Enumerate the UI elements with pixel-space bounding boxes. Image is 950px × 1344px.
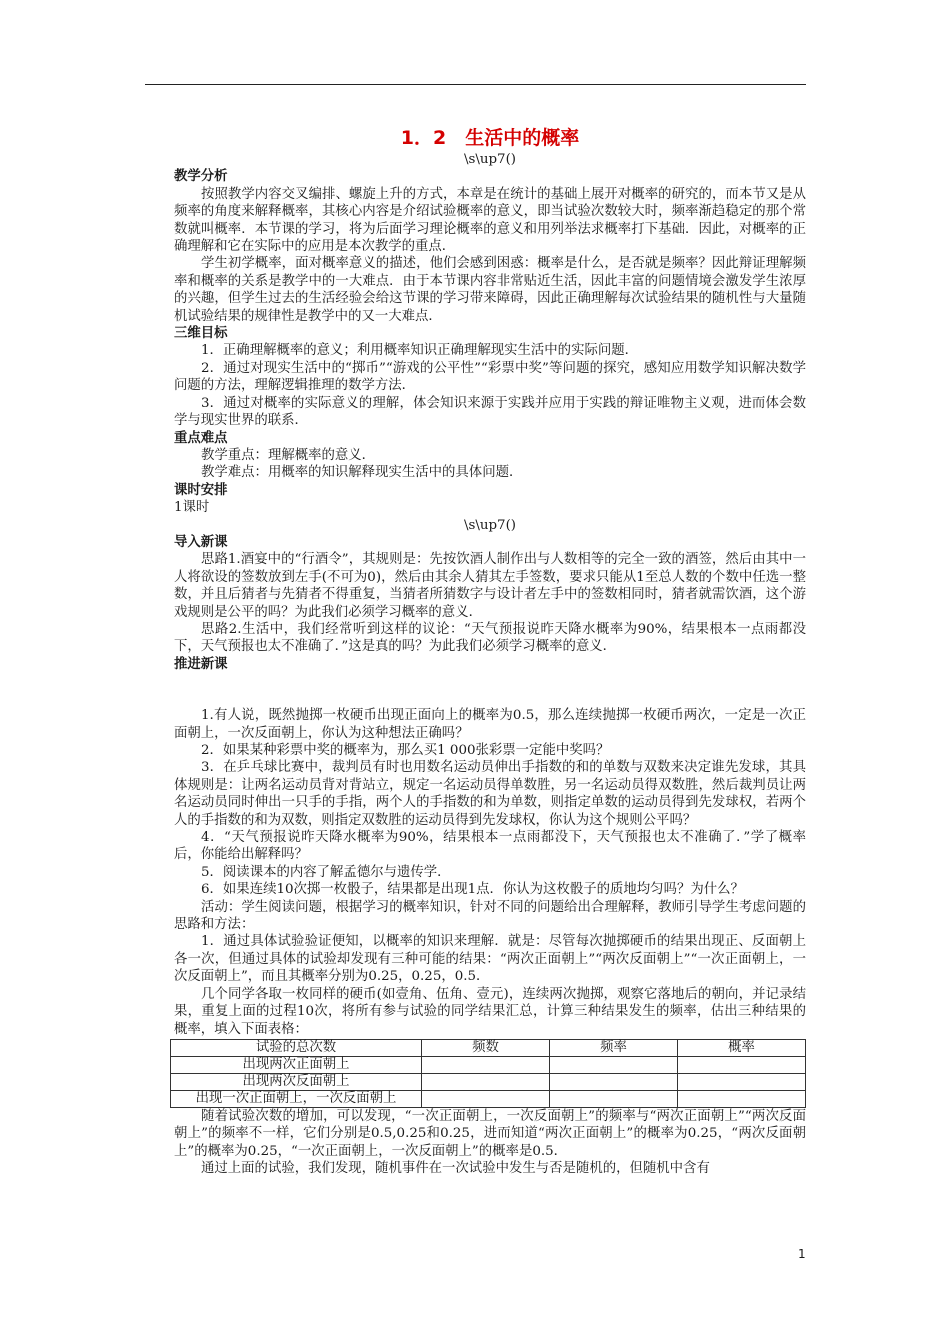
- table-cell: 出现一次正面朝上，一次反面朝上: [171, 1090, 422, 1107]
- spacer: [174, 673, 806, 707]
- question-item: 5．阅读课本的内容了解孟德尔与遗传学．: [201, 864, 451, 880]
- question-item: 3．在乒乓球比赛中，裁判员有时也用数名运动员伸出手指数的和的单数与双数来决定谁先发球，其具体规则是：让两名运动员背对背站立，规定一名运动员得单数胜，另一名运动员得双数胜，然后裁判员让两名运动员同时伸出一只手的手指，两个人的手指数的和为单数，则指定单数的运动员得到先发球权，若两个人的手指数的和为双数，则指定双数胜的运动员得到先发球权，你认为这个规则公平吗？: [174, 760, 806, 828]
- field-code-marker: \s\up7(): [463, 517, 517, 533]
- key-point: 教学难点：用概率的知识解释现实生活中的具体问题．: [201, 465, 523, 481]
- table-cell: [550, 1073, 678, 1090]
- table-cell: [422, 1073, 550, 1090]
- heading-objectives: 三维目标: [174, 326, 228, 342]
- objective-item: 2．通过对现实生活中的“掷币”“游戏的公平性”“彩票中奖”等问题的探究，感知应用数学知识解决数学问题的方法，理解逻辑推理的数学方法．: [174, 360, 806, 394]
- page-number: 1: [798, 1247, 806, 1261]
- analysis-paragraph: 按照教学内容交叉编排、螺旋上升的方式，本章是在统计的基础上展开对概率的研究的，而本节又是从频率的角度来解释概率，其核心内容是介绍试验概率的意义，即当试验次数较大时，频率渐趋稳定的那个常数就叫概率．本节课的学习，将为后面学习理论概率的意义和用列举法求概率打下基础．因此，对概率的正确理解和它在实际中的应用是本次教学的重点．: [174, 186, 806, 255]
- table-cell: [550, 1090, 678, 1107]
- intro-paragraph: 思路2.生活中，我们经常听到这样的议论：“天气预报说昨天降水概率为90%，结果根本一点雨都没下，天气预报也太不准确了．”这是真的吗？为此我们必须学习概率的意义．: [174, 621, 806, 655]
- activity-paragraph: 活动：学生阅读问题，根据学习的概率知识，针对不同的问题给出合理解释，教师引导学生考虑问题的思路和方法：: [174, 899, 806, 933]
- activity-paragraph: 1．通过具体试验验证便知，以概率的知识来理解．就是：尽管每次抛掷硬币的结果出现正、反面朝上各一次，但通过具体的试验却发现有三种可能的结果：“两次正面朝上”“两次反面朝上”“一次正面朝上，一次反面朝上”，而且其概率分别为0.25，0.25，0.5．: [174, 934, 806, 985]
- heading-analysis: 教学分析: [174, 169, 228, 185]
- question-item: 1.有人说，既然抛掷一枚硬币出现正面向上的概率为0.5，那么连续抛掷一枚硬币两次，一定是一次正面朝上，一次反面朝上，你认为这种想法正确吗？: [174, 708, 806, 741]
- objective-item: 1．正确理解概率的意义；利用概率知识正确理解现实生活中的实际问题．: [201, 343, 639, 359]
- table-header-cell: 试验的总次数: [171, 1039, 422, 1056]
- experiment-table: [170, 1039, 806, 1108]
- heading-new-lesson: 推进新课: [174, 656, 228, 672]
- result-paragraph: 随着试验次数的增加，可以发现，“一次正面朝上，一次反面朝上”的频率与“两次正面朝上”“两次反面朝上”的频率不一样，它们分别是0.5,0.25和0.25，进而知道“两次正面朝上”的概率为0.25，“两次反面朝上”的概率为0.25，“一次正面朝上，一次反面朝上”的概率是0.5．: [174, 1108, 806, 1159]
- question-item: 2．如果某种彩票中奖的概率为，那么买1 000张彩票一定能中奖吗？: [201, 743, 610, 758]
- question-item: 6．如果连续10次掷一枚骰子，结果都是出现1点．你认为这枚骰子的质地均匀吗？为什么？: [201, 882, 744, 898]
- table-cell: [422, 1090, 550, 1107]
- table-header-cell: 概率: [678, 1039, 806, 1056]
- table-header-cell: 频数: [422, 1039, 550, 1056]
- result-paragraph: 通过上面的试验，我们发现，随机事件在一次试验中发生与否是随机的，但随机中含有: [201, 1161, 710, 1177]
- lesson-title: 1．2 生活中的概率: [400, 127, 580, 149]
- table-header-row: [171, 1039, 806, 1056]
- table-cell: [678, 1073, 806, 1090]
- analysis-paragraph: 学生初学概率，面对概率意义的描述，他们会感到困惑：概率是什么，是否就是频率？因此辩证理解频率和概率的关系是教学中的一大难点．由于本节课内容非常贴近生活，因此丰富的问题情境会激发学生浓厚的兴趣，但学生过去的生活经验会给这节课的学习带来障碍，因此正确理解每次试验结果的随机性与大量随机试验结果的规律性是教学中的又一大难点．: [174, 256, 806, 324]
- field-code-marker: \s\up7(): [463, 152, 517, 167]
- table-row: [171, 1073, 806, 1090]
- table-cell: [550, 1056, 678, 1073]
- heading-intro: 导入新课: [174, 534, 228, 550]
- heading-key-points: 重点难点: [174, 430, 228, 446]
- schedule-text: 1课时: [174, 500, 210, 516]
- table-cell: [422, 1056, 550, 1073]
- table-cell: 出现两次正面朝上: [171, 1056, 422, 1073]
- table-row: [171, 1090, 806, 1107]
- objective-item: 3．通过对概率的实际意义的理解，体会知识来源于实践并应用于实践的辩证唯物主义观，进而体会数学与现实世界的联系．: [174, 395, 806, 429]
- table-header-cell: 频率: [550, 1039, 678, 1056]
- table-row: [171, 1056, 806, 1073]
- header-rule: [145, 84, 806, 85]
- key-point: 教学重点：理解概率的意义．: [201, 447, 376, 463]
- table-cell: [678, 1090, 806, 1107]
- heading-schedule: 课时安排: [174, 482, 228, 498]
- table-cell: 出现两次反面朝上: [171, 1073, 422, 1090]
- intro-paragraph: 思路1.酒宴中的“行酒令”，其规则是：先按饮酒人制作出与人数相等的完全一致的酒签，然后由其中一人将欲设的签数放到左手(不可为0)，然后由其余人猜其左手签数，要求只能从1至总人数的个数中任选一整数，并且后猜者与先猜者不得重复，当猜者所猜数字与设计者左手中的签数相同时，猜者就需饮酒，这个游戏规则是公平的吗？为此我们必须学习概率的意义．: [174, 552, 806, 620]
- question-item: 4．“天气预报说昨天降水概率为90%，结果根本一点雨都没下，天气预报也太不准确了．”学了概率后，你能给出解释吗？: [174, 830, 806, 863]
- table-cell: [678, 1056, 806, 1073]
- activity-paragraph: 几个同学各取一枚同样的硬币(如壹角、伍角、壹元)，连续两次抛掷，观察它落地后的朝向，并记录结果，重复上面的过程10次，将所有参与试验的同学结果汇总，计算三种结果发生的频率，估出三种结果的概率，填入下面表格：: [174, 986, 806, 1037]
- content-body: [174, 126, 806, 1178]
